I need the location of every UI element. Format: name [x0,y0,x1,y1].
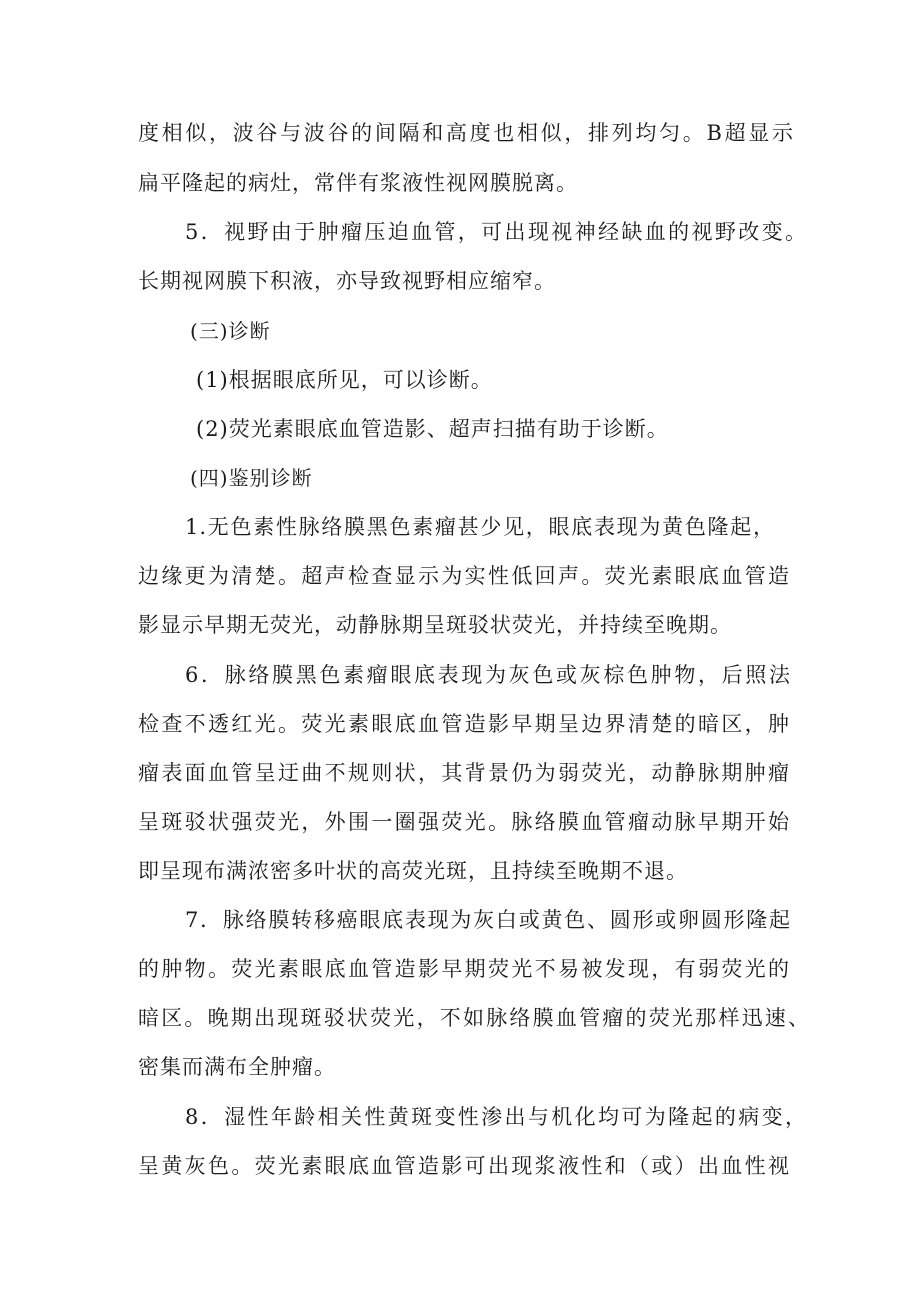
paragraph-line: 1.无色素性脉络膜黑色素瘤甚少见，眼底表现为黄色隆起， [185,515,775,539]
paragraph-line: 长期视网膜下积液，亦导致视野相应缩窄。 [138,269,556,293]
paragraph-line: 的肿物。荧光素眼底血管造影早期荧光不易被发现，有弱荧光的 [138,957,790,981]
section-heading: (三)诊断 [190,319,271,343]
paragraph-line: 5．视野由于肿瘤压迫血管，可出现视神经缺血的视野改变。 [185,220,807,244]
paragraph-line: 密集而满布全肿瘤。 [138,1055,336,1079]
paragraph-line: 8．湿性年龄相关性黄斑变性渗出与机化均可为隆起的病变， [185,1105,807,1129]
paragraph-line: 6．脉络膜黑色素瘤眼底表现为灰色或灰棕色肿物，后照法 [185,663,791,687]
paragraph-line: 瘤表面血管呈迂曲不规则状，其背景仍为弱荧光，动静脉期肿瘤 [138,761,790,785]
paragraph-line: 即呈现布满浓密多叶状的高荧光斑，且持续至晚期不退。 [138,859,688,883]
paragraph-line: 7．脉络膜转移癌眼底表现为灰白或黄色、圆形或卵圆形隆起 [185,908,791,932]
section-heading: (四)鉴别诊断 [190,466,313,490]
paragraph-line: 度相似，波谷与波谷的间隔和高度也相似，排列均匀。B超显示 [138,121,794,145]
paragraph-line: 边缘更为清楚。超声检查显示为实性低回声。荧光素眼底血管造 [138,564,790,588]
paragraph-line: 影显示早期无荧光，动静脉期呈斑驳状荧光，并持续至晚期。 [138,613,732,637]
paragraph-line: 检查不透红光。荧光素眼底血管造影早期呈边界清楚的暗区，肿 [138,712,790,736]
paragraph-line: (1)根据眼底所见，可以诊断。 [196,368,493,392]
paragraph-line: 扁平隆起的病灶，常伴有浆液性视网膜脱离。 [138,171,578,195]
paragraph-line: (2)荧光素眼底血管造影、超声扫描有助于诊断。 [196,417,669,441]
paragraph-line: 暗区。晚期出现斑驳状荧光，不如脉络膜血管瘤的荧光那样迅速、 [138,1006,810,1030]
paragraph-line: 呈斑驳状强荧光，外围一圈强荧光。脉络膜血管瘤动脉早期开始 [138,810,790,834]
paragraph-line: 呈黄灰色。荧光素眼底血管造影可出现浆液性和（或）出血性视 [138,1154,790,1178]
